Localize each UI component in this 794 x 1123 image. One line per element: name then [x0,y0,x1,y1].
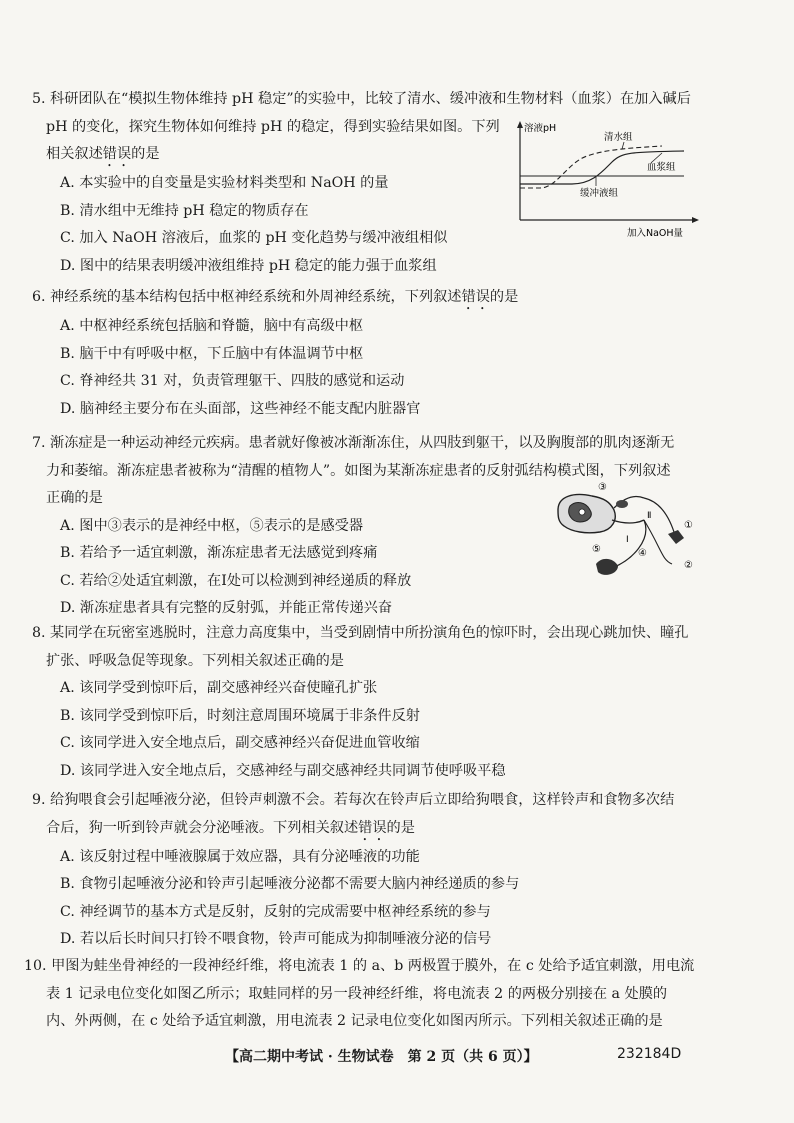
q9-stem2a: 合后，狗一听到铃声就会分泌唾液。下列相关叙述 [46,819,359,836]
q7-stem-line3: 正确的是 [46,490,103,506]
q9-option-b[interactable]: B. 食物引起唾液分泌和铃声引起唾液分泌都不需要大脑内神经递质的参与 [60,876,520,892]
q5-label-water: 清水组 [604,132,633,143]
q5-leader-plasma [652,153,662,162]
q8-stem-line2: 扩张、呼吸急促等现象。下列相关叙述正确的是 [46,652,344,669]
q9-option-c[interactable]: C. 神经调节的基本方式是反射，反射的完成需要中枢神经系统的参与 [60,903,491,920]
q5-option-d[interactable]: D. 图中的结果表明缓冲液组维持 pH 稳定的能力强于血浆组 [60,257,437,274]
q5-ph-chart [512,118,702,238]
q7-option-d[interactable]: D. 渐冻症患者具有完整的反射弧，并能正常传递兴奋 [60,600,393,616]
q8-option-c[interactable]: C. 该同学进入安全地点后，副交感神经兴奋促进血管收缩 [60,735,420,751]
q10-stem-line3: 内、外两侧，在 c 处给予适宜刺激，用电流表 2 记录电位变化如图丙所示。下列相关叙述正确的是 [46,1013,663,1029]
q10-stem-line1: 10. 甲图为蛙坐骨神经的一段神经纤维，将电流表 1 的 a、b 两极置于膜外，在 c 处给予适宜刺激，用电流 [24,958,695,974]
q5-stem-line2: pH 的变化，探究生物体如何维持 pH 的稳定，得到实验结果如图。下列 [46,118,500,135]
q7-option-c[interactable]: C. 若给②处适宜刺激，在Ⅰ处可以检测到神经递质的释放 [60,572,412,589]
q7-option-a[interactable]: A. 图中③表示的是神经中枢，⑤表示的是感受器 [60,517,364,534]
q7-label-I: Ⅰ [626,535,629,545]
q6-option-d[interactable]: D. 脑神经主要分布在头面部，这些神经不能支配内脏器官 [60,400,421,417]
q7-effector [596,559,618,575]
question-6 [32,284,762,423]
q7-central-canal [579,509,585,515]
q7-label-II: Ⅱ [647,511,652,521]
footer-title: 【高二期中考试 · 生物试卷 第 2 页（共 6 页）】 [225,1049,538,1065]
q5-leader-water [622,142,624,149]
q5-label-buffer: 缓冲液组 [580,188,619,199]
q9-emphasis-wrong: 错误 [358,819,387,836]
q6-stem [32,284,762,313]
q6-emphasis-wrong: 错误 [461,289,490,305]
q6-option-a[interactable]: A. 中枢神经系统包括脑和脊髓，脑中有高级中枢 [60,318,364,334]
q7-label-3: ③ [598,482,607,493]
q9-option-a[interactable]: A. 该反射过程中唾液腺属于效应器，具有分泌唾液的功能 [60,848,420,865]
q5-x-arrow [692,217,699,223]
q7-label-5: ⑤ [592,544,601,555]
q7-motor-nerve [612,520,646,568]
q8-option-a[interactable]: A. 该同学受到惊吓后，副交感神经兴奋使瞳孔扩张 [60,680,378,696]
q5-stem3c: 的是 [131,146,160,162]
q9-option-d[interactable]: D. 若以后长时间只打铃不喂食物，铃声可能成为抑制唾液分泌的信号 [60,931,492,947]
q5-stem-line1: 5. 科研团队在“模拟生物体维持 pH 稳定”的实验中，比较了清水、缓冲液和生物材料（血浆）在加入碱后 [32,91,691,107]
q7-stem-line2: 力和萎缩。渐冻症患者被称为“清醒的植物人”。如图为某渐冻症患者的反射弧结构模式图，下列叙述 [46,462,671,479]
q5-option-a[interactable]: A. 本实验中的自变量是实验材料类型和 NaOH 的量 [60,175,389,191]
q9-stem-line1: 9. 给狗喂食会引起唾液分泌，但铃声刺激不会。若每次在铃声后立即给狗喂食，这样铃声和食物多次结 [32,792,675,808]
footer-code: 232184D [617,1046,682,1062]
q5-option-c[interactable]: C. 加入 NaOH 溶液后，血浆的 pH 变化趋势与缓冲液组相似 [60,230,448,246]
q7-efferent-root [612,520,644,523]
q7-receptor [668,530,684,544]
q5-xlabel: 加入NaOH量 [627,228,684,238]
q6-option-b[interactable]: B. 脑干中有呼吸中枢，下丘脑中有体温调节中枢 [60,345,364,362]
q5-ylabel: 溶液pH [524,123,557,134]
question-10 [24,953,754,1036]
q7-option-b[interactable]: B. 若给予一适宜刺激，渐冻症患者无法感觉到疼痛 [60,545,378,561]
q6-stem-a: 6. 神经系统的基本结构包括中枢神经系统和外周神经系统，下列叙述 [32,289,462,305]
q6-stem-c: 的是 [489,289,519,305]
q7-label-2: ② [684,560,693,571]
question-9 [32,787,762,954]
q5-label-plasma: 血浆组 [647,162,676,173]
q8-stem-line1: 8. 某同学在玩密室逃脱时，注意力高度集中，当受到剧情中所扮演角色的惊吓时，会出现心跳加快、瞳孔 [32,625,689,641]
q9-stem-line2 [32,815,762,844]
q8-option-b[interactable]: B. 该同学受到惊吓后，时刻注意周围环境属于非条件反射 [60,707,420,724]
q5-option-b[interactable]: B. 清水组中无维持 pH 稳定的物质存在 [60,202,309,219]
q5-stem3a: 相关叙述 [46,146,103,162]
q7-ganglion [616,500,628,508]
question-8 [32,620,762,785]
q7-label-4: ④ [638,548,647,559]
q5-y-arrow [517,121,523,128]
q6-option-c[interactable]: C. 脊神经共 31 对，负责管理躯干、四肢的感觉和运动 [60,373,405,389]
q7-label-1: ① [684,520,693,531]
q5-emphasis-wrong: 错误 [102,146,132,162]
q7-nerve-branch [644,520,672,564]
q9-stem2c: 的是 [386,819,415,836]
q8-option-d[interactable]: D. 该同学进入安全地点后，交感神经与副交感神经共同调节使呼吸平稳 [60,762,506,779]
q7-stem-line1: 7. 渐冻症是一种运动神经元疾病。患者就好像被冰渐渐冻住，从四肢到躯干，以及胸腹部的肌肉逐渐无 [32,435,675,451]
q7-reflex-arc-figure [552,480,702,582]
q10-stem-line2: 表 1 记录电位变化如图乙所示；取蛙同样的另一段神经纤维，将电流表 2 的两极分别接在 a 处膜的 [46,985,668,1002]
